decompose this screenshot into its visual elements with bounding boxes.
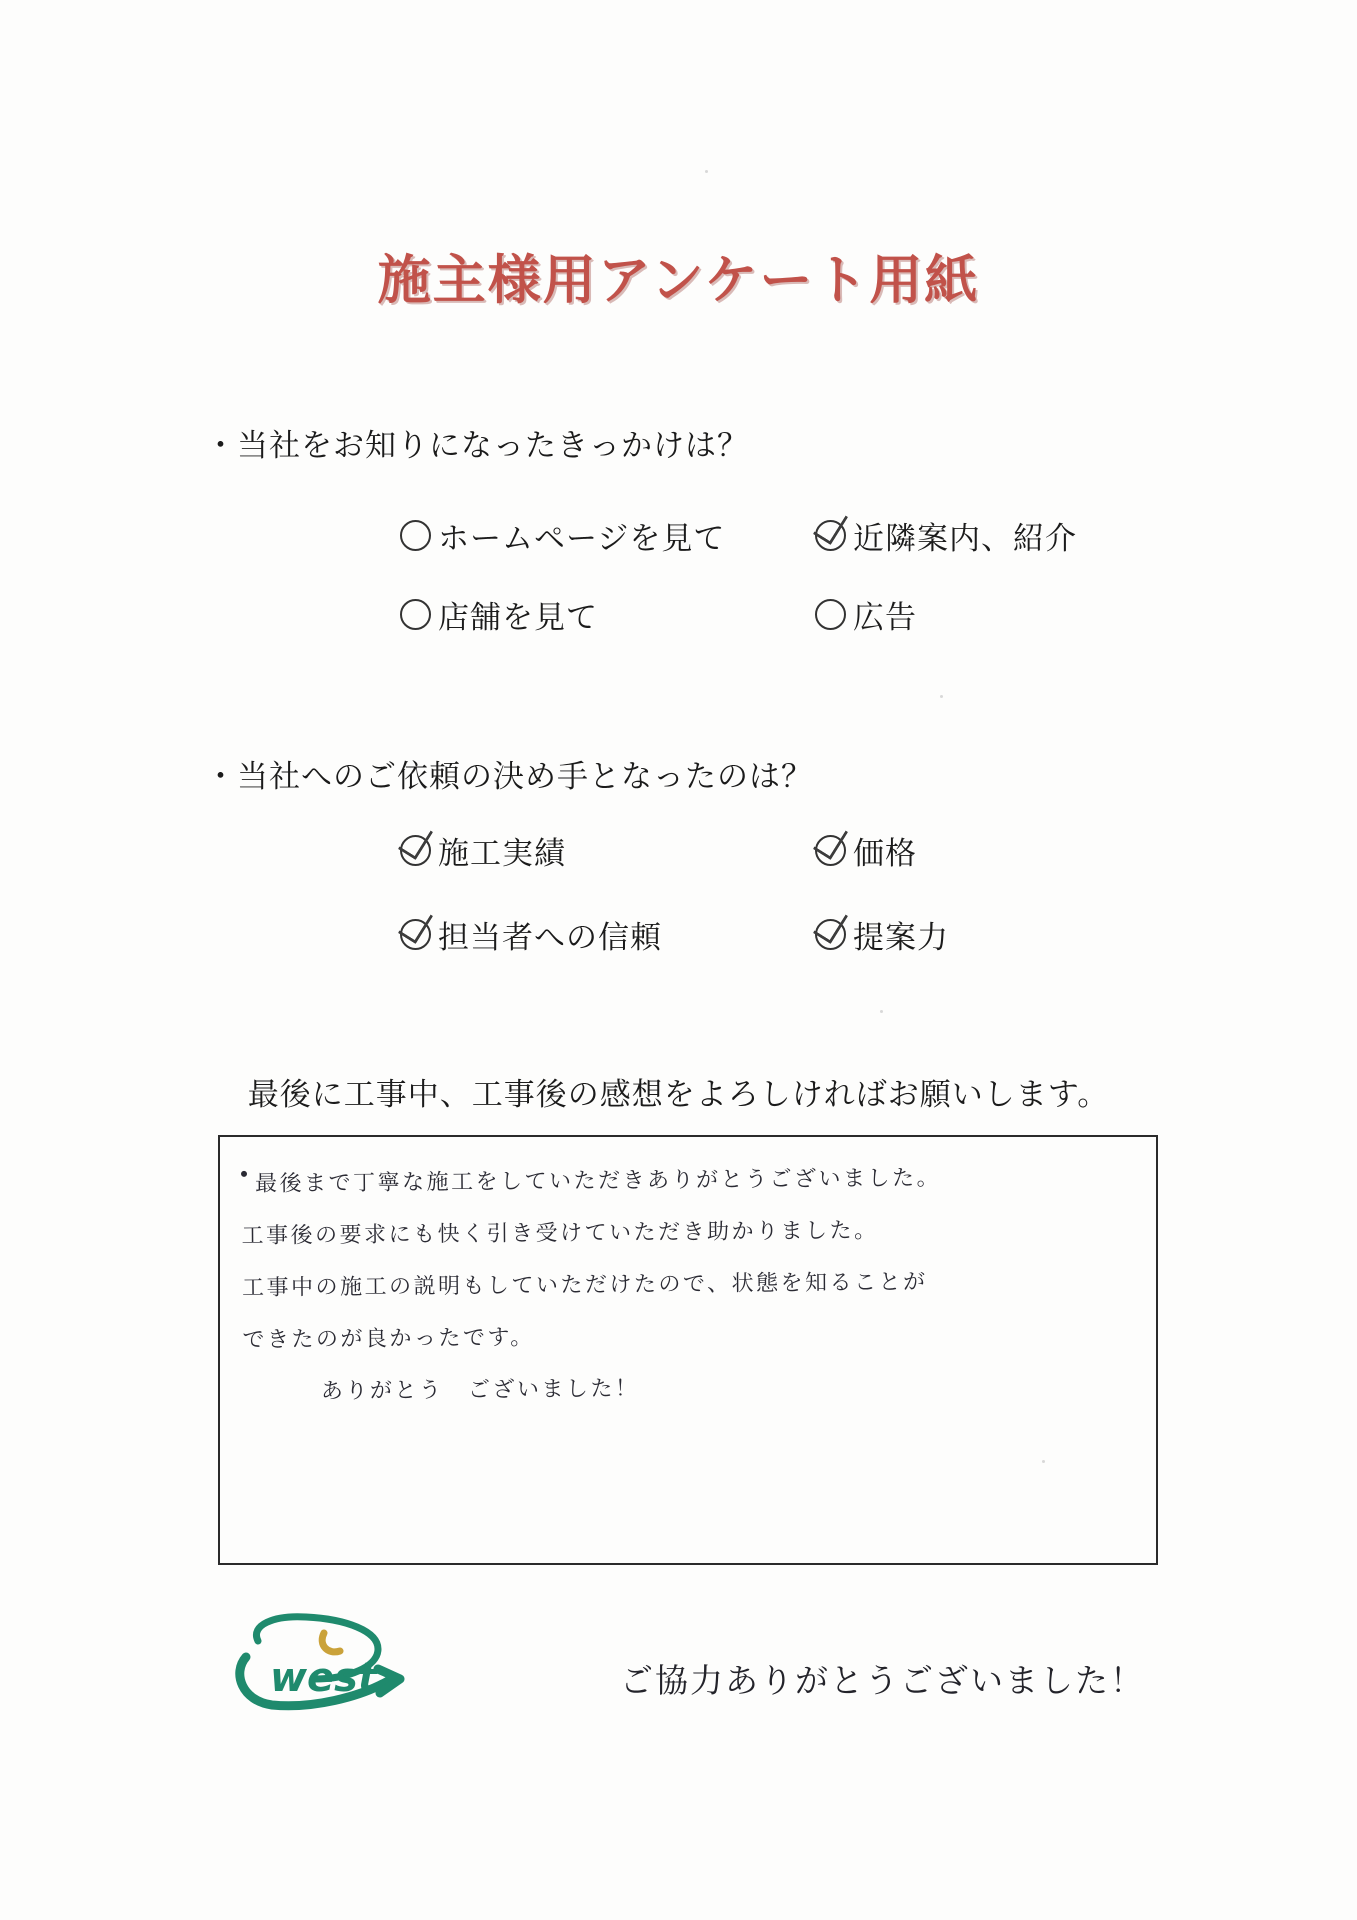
comment-text: 工事後の要求にも快く引き受けていただき助かりました。 [241,1218,879,1249]
comment-text: 最後まで丁寧な施工をしていただきありがとうございました。 [254,1165,942,1197]
radio-circle-checked-icon[interactable] [815,835,846,866]
scan-speck [705,170,708,173]
option-label: 近隣案内、紹介 [853,521,1077,556]
option-trust-in-staff[interactable] [400,912,662,957]
option-label: 広告 [853,600,917,635]
option-label: 店舗を見て [438,600,598,635]
option-proposal-ability[interactable] [815,912,949,957]
thanks-message: ご協力ありがとうございました！ [620,1661,1145,1700]
comment-text: ありがとう ございました！ [320,1376,640,1405]
option-neighborhood-referral[interactable] [815,513,1077,558]
scan-speck [940,695,943,698]
comment-line [241,1151,1139,1211]
option-label: ホームページを見て [438,521,726,556]
question-1-label: ・当社をお知りになったきっかけは？ [205,428,749,463]
option-storefront[interactable] [400,592,598,637]
radio-circle-checked-icon[interactable] [815,919,846,950]
radio-circle-checked-icon[interactable] [400,835,431,866]
page-title: 施主様用アンケート用紙 [377,250,980,311]
radio-circle-icon[interactable] [815,599,846,630]
option-label: 施工実績 [438,836,566,871]
option-price[interactable] [815,828,917,873]
option-label: 価格 [853,836,917,871]
comment-line [243,1359,1141,1419]
comment-text: できたのが良かったです。 [242,1325,535,1353]
option-construction-record[interactable] [400,828,566,873]
option-label: 提案力 [853,920,949,955]
question-2-label: ・当社へのご依頼の決め手となったのは？ [205,759,813,794]
option-label: 担当者への信頼 [438,920,662,955]
comment-line [241,1203,1139,1263]
bullet-icon [241,1171,247,1177]
radio-circle-checked-icon[interactable] [815,520,846,551]
handwritten-comment [241,1151,1141,1419]
option-advertisement[interactable] [815,592,917,637]
company-logo-icon [228,1605,433,1725]
option-homepage[interactable] [400,513,725,558]
radio-circle-checked-icon[interactable] [400,919,431,950]
scan-speck [880,1010,883,1013]
logo-text: west [270,1655,378,1701]
comment-text: 工事中の施工の説明もしていただけたので、状態を知ることが [241,1269,928,1301]
free-comment-box[interactable] [218,1135,1158,1565]
radio-circle-icon[interactable] [400,520,431,551]
comment-line [242,1307,1140,1367]
free-comment-prompt: 最後に工事中、工事後の感想をよろしければお願いします。 [247,1077,1110,1112]
radio-circle-icon[interactable] [400,599,431,630]
comment-line [242,1255,1140,1315]
scan-speck [1042,1460,1045,1463]
